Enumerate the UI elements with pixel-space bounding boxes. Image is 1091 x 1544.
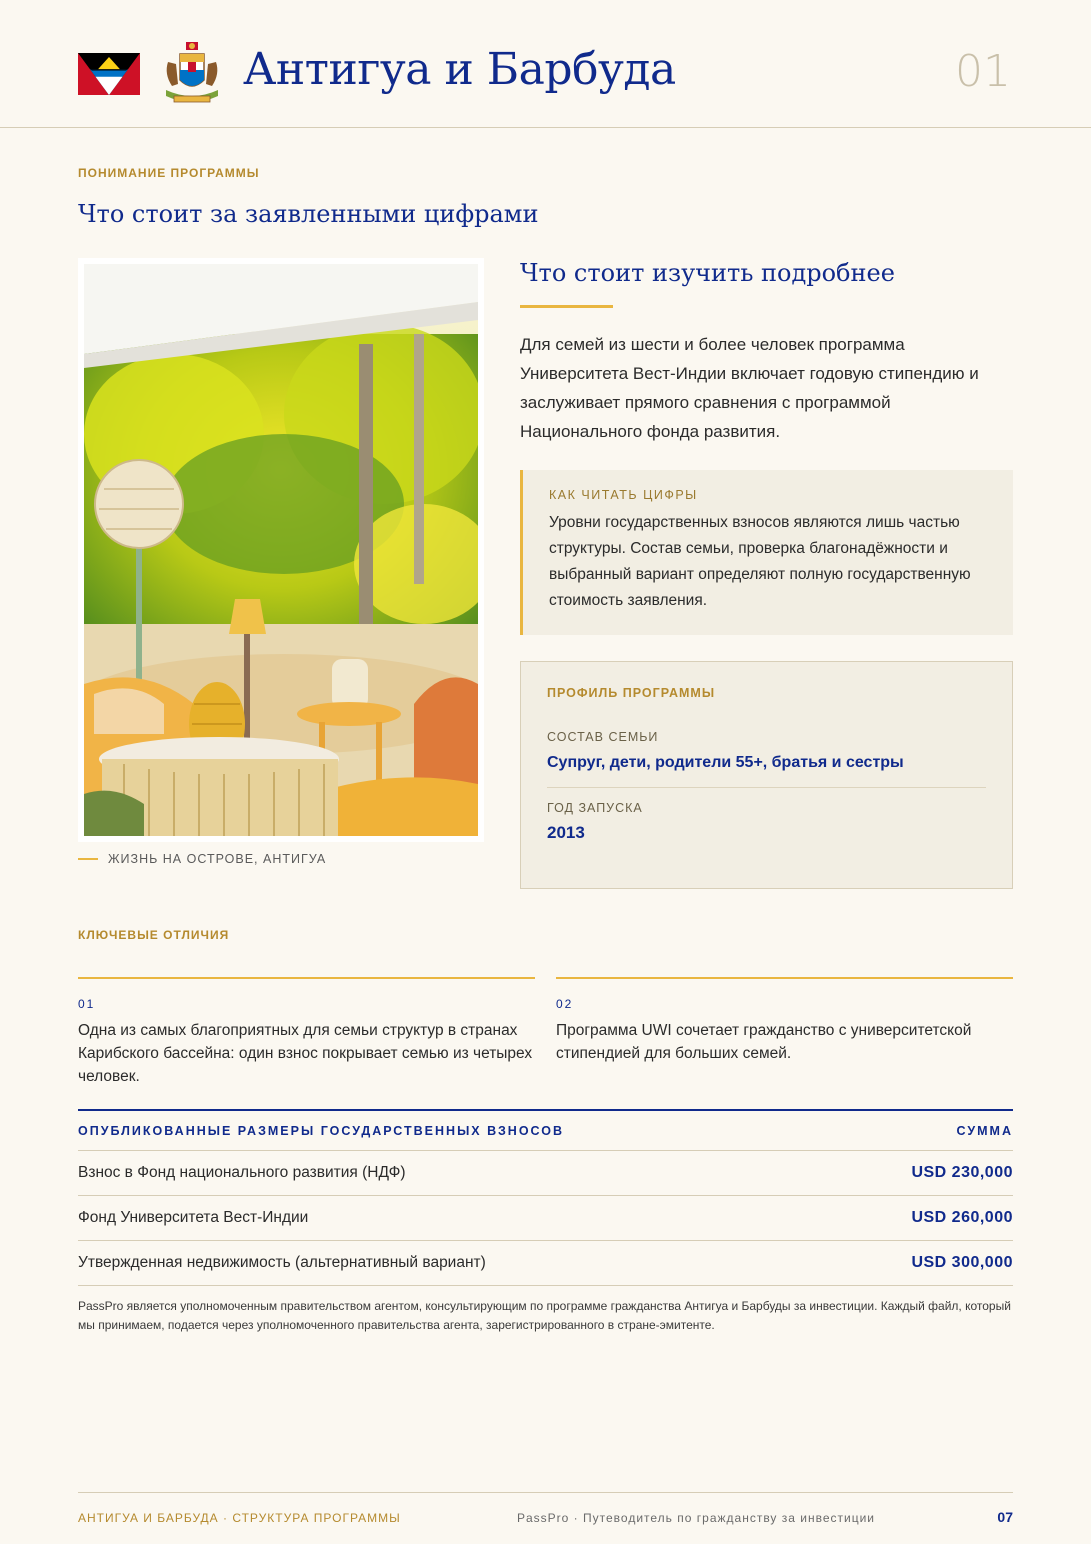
callout-text: Уровни государственных взносов являются лишь частью структуры. Состав семьи, проверка благонадёжности и выбранный вариант определяют полную государственную стоимость заявления. — [549, 514, 971, 609]
difference-rule — [78, 977, 535, 979]
footer-guide-title: PassPro · Путеводитель по гражданству за инвестиции — [517, 1511, 875, 1525]
difference-number: 01 — [78, 997, 96, 1011]
callout-label: КАК ЧИТАТЬ ЦИФРЫ — [549, 488, 698, 502]
fees-header-label: ОПУБЛИКОВАННЫЕ РАЗМЕРЫ ГОСУДАРСТВЕННЫХ ВЗНОСОВ — [78, 1123, 565, 1138]
details-intro: Для семей из шести и более человек программа Университета Вест-Индии включает годовую стипендию и заслуживает прямого сравнения с программой Национального фонда развития. — [520, 335, 979, 441]
profile-divider — [547, 787, 986, 788]
family-value: Супруг, дети, родители 55+, братья и сестры — [547, 754, 904, 771]
island-photo — [78, 258, 484, 842]
details-title: Что стоит изучить подробнее — [520, 259, 895, 287]
fee-name: Фонд Университета Вест-Индии — [78, 1209, 309, 1226]
launch-year-value: 2013 — [547, 823, 585, 842]
photo-caption — [78, 852, 326, 866]
differences-eyebrow: КЛЮЧЕВЫЕ ОТЛИЧИЯ — [78, 928, 230, 942]
caption-dash — [78, 858, 98, 860]
family-label: СОСТАВ СЕМЬИ — [547, 730, 659, 744]
page-footer — [78, 1492, 1013, 1544]
fees-table-header — [78, 1109, 1013, 1151]
section-index: 01 — [955, 46, 1011, 97]
details-column — [520, 256, 1013, 446]
fee-amount: USD 300,000 — [911, 1254, 1013, 1271]
how-to-read-callout — [520, 470, 1013, 635]
coat-of-arms-icon — [162, 40, 222, 108]
photo-caption-text: ЖИЗНЬ НА ОСТРОВЕ, АНТИГУА — [108, 852, 327, 866]
profile-title: ПРОФИЛЬ ПРОГРАММЫ — [547, 686, 716, 700]
table-row — [78, 1241, 1013, 1286]
table-row — [78, 1196, 1013, 1241]
fee-amount: USD 230,000 — [911, 1164, 1013, 1181]
country-title: Антигуа и Барбуда — [243, 44, 676, 95]
launch-year-label: ГОД ЗАПУСКА — [547, 801, 643, 815]
difference-text: Программа UWI сочетает гражданство с университетской стипендией для больших семей. — [556, 1022, 972, 1062]
difference-number: 02 — [556, 997, 574, 1011]
fees-table — [78, 1109, 1013, 1335]
fee-name: Взнос в Фонд национального развития (НДФ) — [78, 1164, 406, 1181]
title-underline — [520, 305, 613, 308]
page-header — [0, 0, 1091, 128]
difference-text: Одна из самых благоприятных для семьи структур в странах Карибского бассейна: один взнос покрывает семью из четырех человек. — [78, 1022, 533, 1085]
fee-amount: USD 260,000 — [911, 1209, 1013, 1226]
difference-item — [78, 977, 535, 1088]
difference-rule — [556, 977, 1013, 979]
page-number: 07 — [997, 1509, 1013, 1525]
fee-name: Утвержденная недвижимость (альтернативный вариант) — [78, 1254, 486, 1271]
fees-header-amount: СУММА — [956, 1123, 1013, 1138]
difference-item — [556, 977, 1013, 1065]
program-profile-card — [520, 661, 1013, 889]
footer-section-label: АНТИГУА И БАРБУДА · СТРУКТУРА ПРОГРАММЫ — [78, 1511, 401, 1525]
table-row — [78, 1151, 1013, 1196]
section-title: Что стоит за заявленными цифрами — [78, 200, 539, 228]
disclaimer: PassPro является уполномоченным правительством агентом, консультирующим по программе гражданства Антигуа и Барбуды за инвестиции. Каждый файл, который мы принимаем, подается через уполномоченного правительства агента, зарегистрированного в стране-эмитенте. — [78, 1299, 1011, 1332]
antigua-flag-icon — [78, 53, 140, 95]
terrace-photo-image — [84, 264, 478, 836]
section-eyebrow: ПОНИМАНИЕ ПРОГРАММЫ — [78, 166, 260, 180]
